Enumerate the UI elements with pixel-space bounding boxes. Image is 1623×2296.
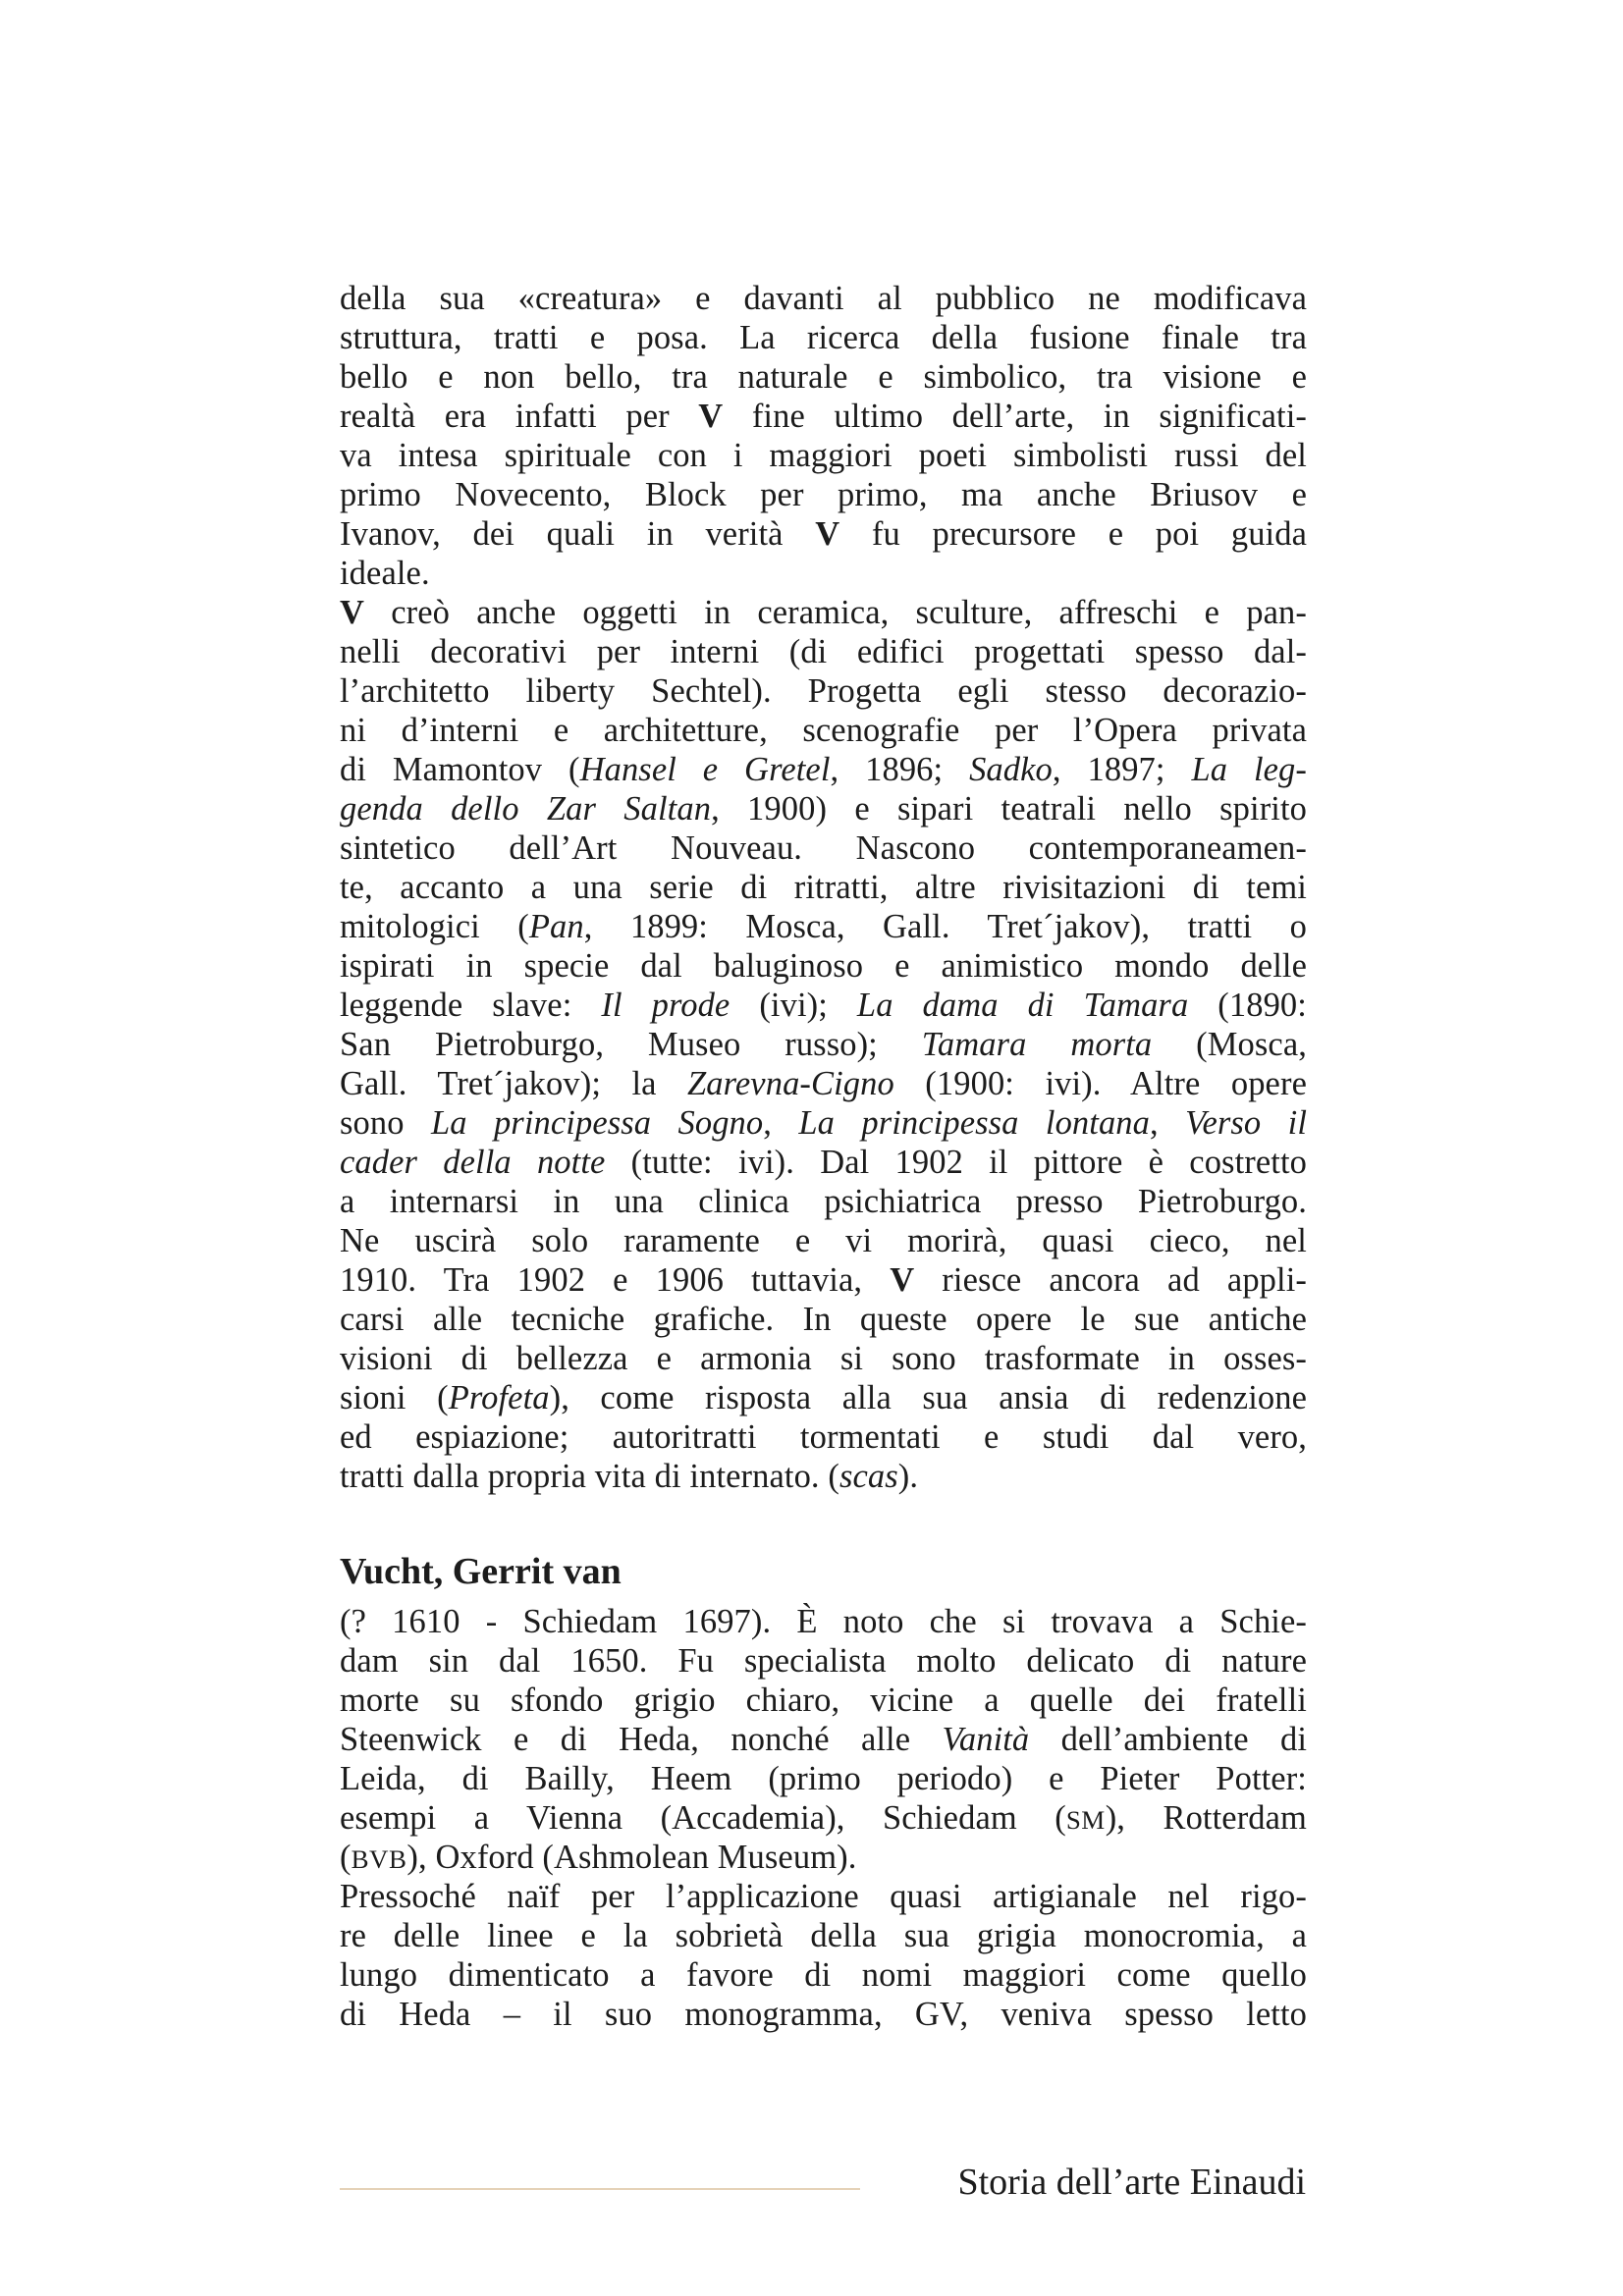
text-line: ideale. (340, 555, 430, 592)
text-line: cader della notte (tutte: ivi). Dal 1902 il pittore è costretto (340, 1144, 1307, 1181)
text-line: genda dello Zar Saltan, 1900) e sipari teatrali nello spirito (340, 790, 1307, 828)
text-line: 1910. Tra 1902 e 1906 tuttavia, V riesce ancora ad appli- (340, 1261, 1307, 1299)
text-line: V creò anche oggetti in ceramica, sculture, affreschi e pan- (340, 594, 1307, 631)
text-line: mitologici (Pan, 1899: Mosca, Gall. Tret´jakov), tratti o (340, 908, 1307, 945)
text-line: San Pietroburgo, Museo russo); Tamara morta (Mosca, (340, 1026, 1307, 1063)
text-line: realtà era infatti per V fine ultimo dell’arte, in significati- (340, 398, 1307, 435)
entry-heading: Vucht, Gerrit van (340, 1551, 622, 1592)
text-line: sioni (Profeta), come risposta alla sua ansia di redenzione (340, 1379, 1307, 1416)
text-line: primo Novecento, Block per primo, ma anche Briusov e (340, 476, 1307, 513)
text-line: della sua «creatura» e davanti al pubblico ne modificava (340, 280, 1307, 317)
text-line: l’architetto liberty Sechtel). Progetta egli stesso decorazio- (340, 672, 1307, 710)
paragraph (340, 593, 1307, 1496)
text-line: sono La principessa Sogno, La principessa lontana, Verso il (340, 1104, 1308, 1142)
footer-rule (340, 2188, 860, 2190)
text-line: struttura, tratti e posa. La ricerca della fusione finale tra (340, 319, 1307, 356)
text-line: Gall. Tret´jakov); la Zarevna-Cigno (1900: ivi). Altre opere (340, 1065, 1307, 1102)
text-line: ed espiazione; autoritratti tormentati e studi dal vero, (340, 1418, 1307, 1456)
paragraph (340, 1877, 1307, 2034)
paragraph (340, 279, 1307, 593)
text-line: va intesa spirituale con i maggiori poeti simbolisti russi del (340, 437, 1307, 474)
text-line: morte su sfondo grigio chiaro, vicine a quelle dei fratelli (340, 1682, 1307, 1719)
text-line: Leida, di Bailly, Heem (primo periodo) e Pieter Potter: (340, 1760, 1307, 1797)
text-line: tratti dalla propria vita di internato. (scas). (340, 1458, 919, 1495)
text-line: dam sin dal 1650. Fu specialista molto delicato di nature (340, 1642, 1307, 1680)
text-line: Pressoché naïf per l’applicazione quasi artigianale nel rigo- (340, 1878, 1307, 1915)
text-line: sintetico dell’Art Nouveau. Nascono contemporaneamen- (340, 829, 1307, 867)
text-line: Ne uscirà solo raramente e vi morirà, quasi cieco, nel (340, 1222, 1307, 1259)
text-line: visioni di bellezza e armonia si sono trasformate in osses- (340, 1340, 1307, 1377)
text-column (340, 279, 1307, 2034)
paragraph (340, 1602, 1307, 1877)
text-line: esempi a Vienna (Accademia), Schiedam (SM), Rotterdam (340, 1799, 1307, 1837)
text-line: a internarsi in una clinica psichiatrica presso Pietroburgo. (340, 1183, 1307, 1220)
text-line: di Heda – il suo monogramma, GV, veniva spesso letto (340, 1996, 1307, 2033)
text-line: leggende slave: Il prode (ivi); La dama di Tamara (1890: (340, 987, 1307, 1024)
text-line: di Mamontov (Hansel e Gretel, 1896; Sadko, 1897; La leg- (340, 751, 1307, 788)
text-line: (? 1610 - Schiedam 1697). È noto che si trovava a Schie- (340, 1603, 1307, 1640)
text-line: carsi alle tecniche grafiche. In queste opere le sue antiche (340, 1301, 1307, 1338)
text-line: (BVB), Oxford (Ashmolean Museum). (340, 1839, 857, 1876)
footer-title: Storia dell’arte Einaudi (957, 2162, 1306, 2203)
text-line: Ivanov, dei quali in verità V fu precursore e poi guida (340, 515, 1307, 553)
text-line: ni d’interni e architetture, scenografie per l’Opera privata (340, 712, 1307, 749)
text-line: re delle linee e la sobrietà della sua grigia monocromia, a (340, 1917, 1307, 1954)
text-line: ispirati in specie dal baluginoso e animistico mondo delle (340, 947, 1307, 985)
text-line: Steenwick e di Heda, nonché alle Vanità dell’ambiente di (340, 1721, 1308, 1758)
text-line: lungo dimenticato a favore di nomi maggiori come quello (340, 1956, 1307, 1994)
text-line: te, accanto a una serie di ritratti, altre rivisitazioni di temi (340, 869, 1307, 906)
text-line: nelli decorativi per interni (di edifici progettati spesso dal- (340, 633, 1307, 670)
text-line: bello e non bello, tra naturale e simbolico, tra visione e (340, 358, 1307, 396)
